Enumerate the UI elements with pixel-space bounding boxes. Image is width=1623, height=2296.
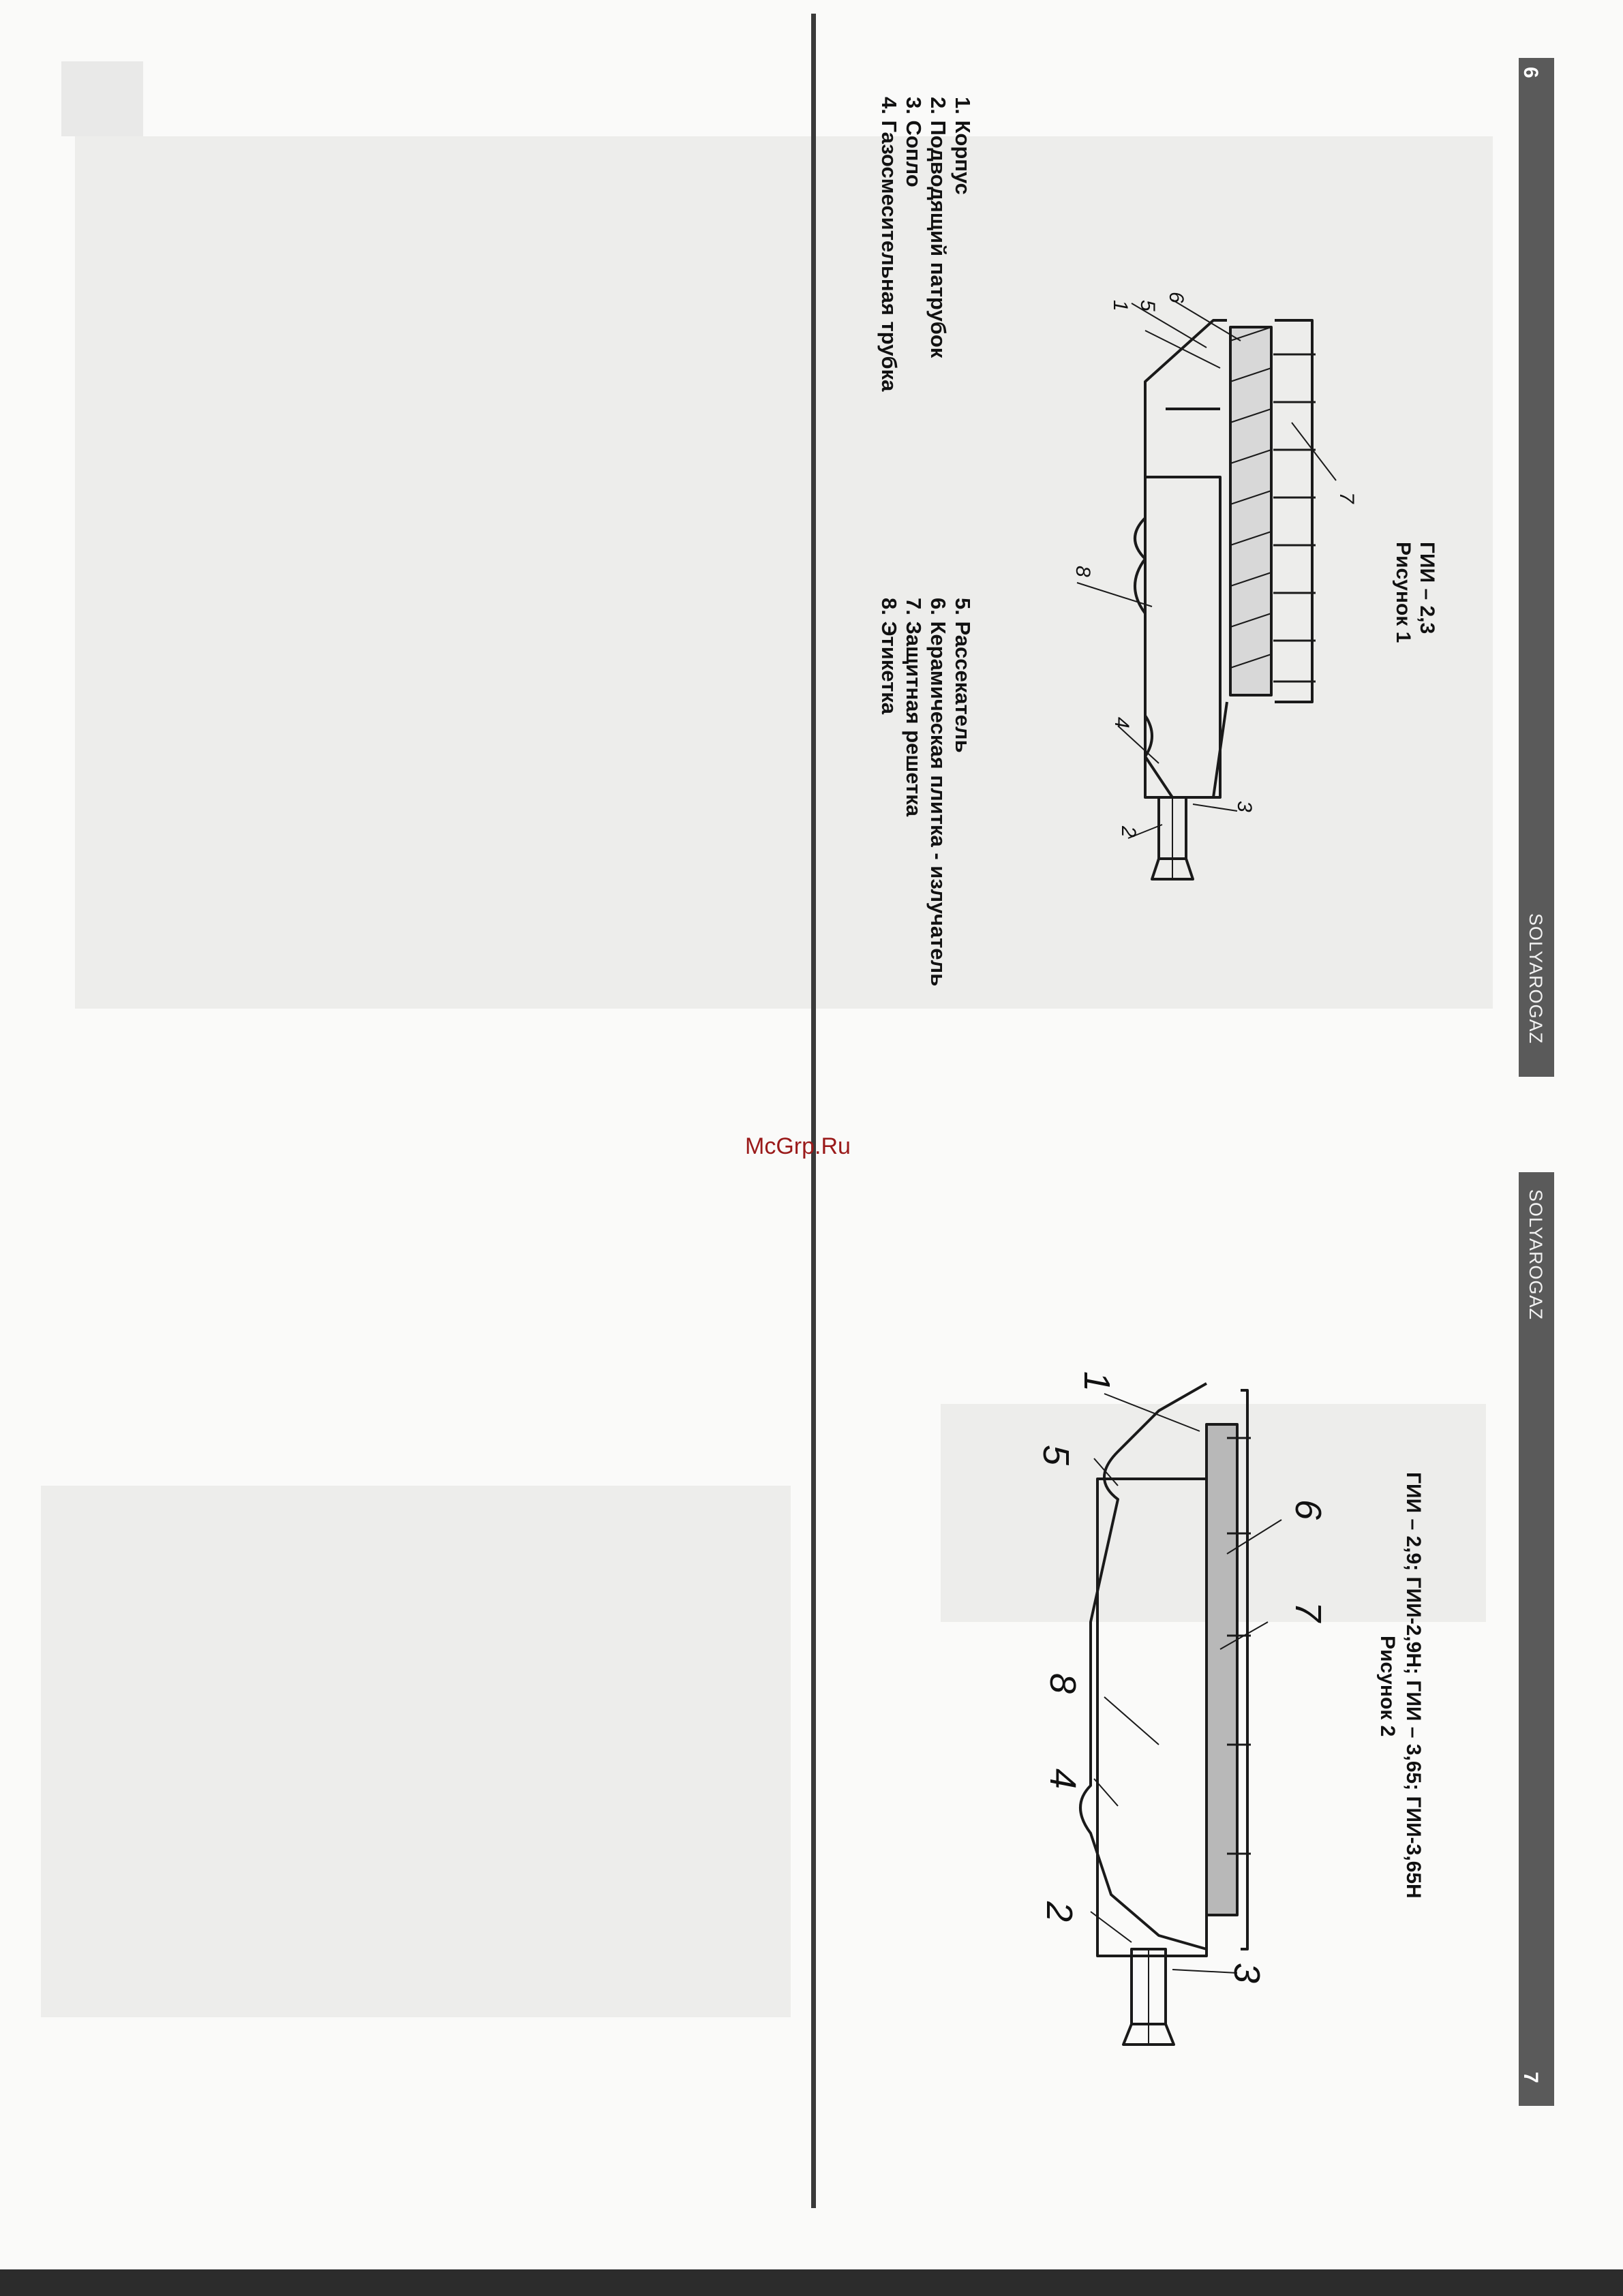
figure-title-left: ГИИ – 2,3 <box>1416 542 1438 634</box>
figure-title-right: ГИИ – 2,9; ГИИ-2,9Н; ГИИ – 3,65; ГИИ-3,65Н <box>1402 1472 1425 1899</box>
callout-1-fig2: 1 <box>1076 1371 1117 1392</box>
callout-8-fig2: 8 <box>1042 1673 1083 1694</box>
callout-6-fig1: 6 <box>1165 292 1187 303</box>
callout-4-fig1: 4 <box>1110 717 1133 729</box>
callout-1-fig1: 1 <box>1109 300 1132 311</box>
callout-2-fig1: 2 <box>1117 826 1140 838</box>
callout-6-fig2: 6 <box>1288 1499 1329 1520</box>
legend-item-8: 8. Этикетка <box>877 598 901 715</box>
figure-caption-right: Рисунок 2 <box>1376 1636 1399 1737</box>
page-number-right: 7 <box>1519 2072 1542 2083</box>
callout-7-fig1: 7 <box>1335 492 1358 504</box>
callout-4-fig2: 4 <box>1042 1769 1083 1790</box>
callout-8-fig1: 8 <box>1072 566 1094 577</box>
callout-5-fig2: 5 <box>1035 1445 1076 1466</box>
burner-drawing-fig2 <box>1080 1383 1281 2045</box>
legend-item-2: 2. Подводящий патрубок <box>926 97 950 358</box>
legend-item-1: 1. Корпус <box>951 97 975 195</box>
legend-item-7: 7. Защитная решетка <box>902 598 926 816</box>
band-label-left: SOLYAROGAZ <box>1526 913 1546 1045</box>
band-label-right: SOLYAROGAZ <box>1526 1189 1546 1321</box>
page-number-left: 6 <box>1519 67 1542 78</box>
legend-item-6: 6. Керамическая плитка - излучатель <box>926 598 950 987</box>
watermark: McGrp.Ru <box>745 1133 851 1159</box>
burner-drawing-fig1 <box>1077 300 1336 879</box>
callout-3-fig1: 3 <box>1233 801 1256 812</box>
figure-caption-left: Рисунок 1 <box>1392 542 1414 643</box>
callout-5-fig1: 5 <box>1136 300 1159 311</box>
callout-7-fig2: 7 <box>1288 1602 1329 1623</box>
legend-item-5: 5. Рассекатель <box>951 598 975 753</box>
callout-2-fig2: 2 <box>1039 1901 1080 1923</box>
bottom-edge-bar <box>0 2269 1623 2296</box>
legend-item-3: 3. Сопло <box>902 97 926 187</box>
legend-item-4: 4. Газосмесительная трубка <box>877 97 901 392</box>
callout-3-fig2: 3 <box>1226 1963 1267 1984</box>
